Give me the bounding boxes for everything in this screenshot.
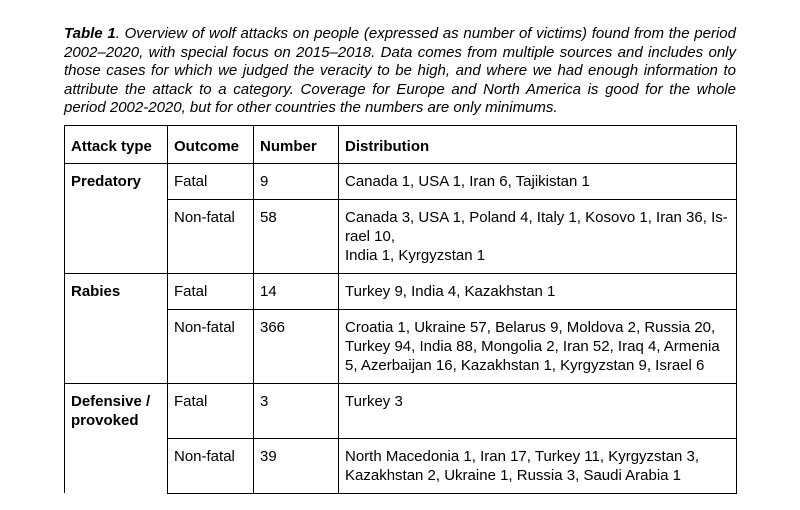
header-attack-type: Attack type <box>65 126 168 164</box>
distribution-cell <box>339 274 737 310</box>
table-row <box>65 274 737 310</box>
outcome-cell: Fatal <box>168 384 254 439</box>
number-cell: 58 <box>254 200 339 274</box>
table-row <box>65 200 737 274</box>
distribution-cell <box>339 438 737 493</box>
distribution-line: Canada 1, USA 1, Iran 6, Tajikistan 1 <box>345 173 590 190</box>
distribution-cell <box>339 164 737 200</box>
attack-type-line: provoked <box>71 412 139 429</box>
distribution-line: North Macedonia 1, Iran 17, Turkey 11, Kyrgyzstan 3, <box>345 447 700 465</box>
distribution-line: Canada 3, USA 1, Poland 4, Italy 1, Kosovo 1, Iran 36, Is- <box>345 209 728 226</box>
attack-type-line: Defensive / <box>71 393 151 410</box>
attack-type-cell <box>65 384 168 439</box>
attack-type-cell: Predatory <box>65 164 168 200</box>
wolf-attacks-table <box>64 125 737 494</box>
attack-type-cell: Rabies <box>65 274 168 310</box>
outcome-cell: Non-fatal <box>168 310 254 384</box>
number-cell: 3 <box>254 384 339 439</box>
attack-type-cell-continued <box>65 438 168 493</box>
distribution-line: Turkey 9, India 4, Kazakhstan 1 <box>345 283 556 300</box>
header-outcome: Outcome <box>168 126 254 164</box>
header-number: Number <box>254 126 339 164</box>
caption-text: . Overview of wolf attacks on people (expressed as number of victims) found from the period 2002–2020, with special focus on 2015–2018. Data comes from multiple sources and includes only those cases for which we judged the veracity to be high, and where we had enough information to attribute the attack to a category. Coverage for Europe and North America is good for the whole period 2002-2020, but for other countries the numbers are only minimums. <box>64 25 736 117</box>
number-cell: 39 <box>254 438 339 493</box>
distribution-line: India 1, Kyrgyzstan 1 <box>345 247 486 264</box>
header-row <box>65 126 737 164</box>
outcome-cell: Fatal <box>168 164 254 200</box>
attack-type-cell-continued <box>65 200 168 274</box>
number-cell: 14 <box>254 274 339 310</box>
number-cell: 366 <box>254 310 339 384</box>
number-cell: 9 <box>254 164 339 200</box>
distribution-line: Turkey 3 <box>345 393 403 410</box>
table-row <box>65 438 737 493</box>
outcome-cell: Non-fatal <box>168 438 254 493</box>
table-row <box>65 384 737 439</box>
distribution-line: rael 10, <box>345 228 396 245</box>
distribution-cell <box>339 384 737 439</box>
outcome-cell: Non-fatal <box>168 200 254 274</box>
distribution-line: Croatia 1, Ukraine 57, Belarus 9, Moldova 2, Russia 20, <box>345 319 716 336</box>
attack-type-cell-continued <box>65 310 168 384</box>
distribution-cell <box>339 310 737 384</box>
distribution-line: Turkey 94, India 88, Mongolia 2, Iran 52, Iraq 4, Armenia <box>345 338 720 355</box>
outcome-cell: Fatal <box>168 274 254 310</box>
header-distribution: Distribution <box>339 126 737 164</box>
table-caption <box>64 25 736 118</box>
distribution-cell <box>339 200 737 274</box>
caption-lead: Table 1 <box>64 25 116 42</box>
distribution-line: 5, Azerbaijan 16, Kazakhstan 1, Kyrgyzstan 9, Israel 6 <box>345 357 705 374</box>
distribution-line: Kazakhstan 2, Ukraine 1, Russia 3, Saudi Arabia 1 <box>345 466 682 484</box>
table-row <box>65 164 737 200</box>
table-row <box>65 310 737 384</box>
